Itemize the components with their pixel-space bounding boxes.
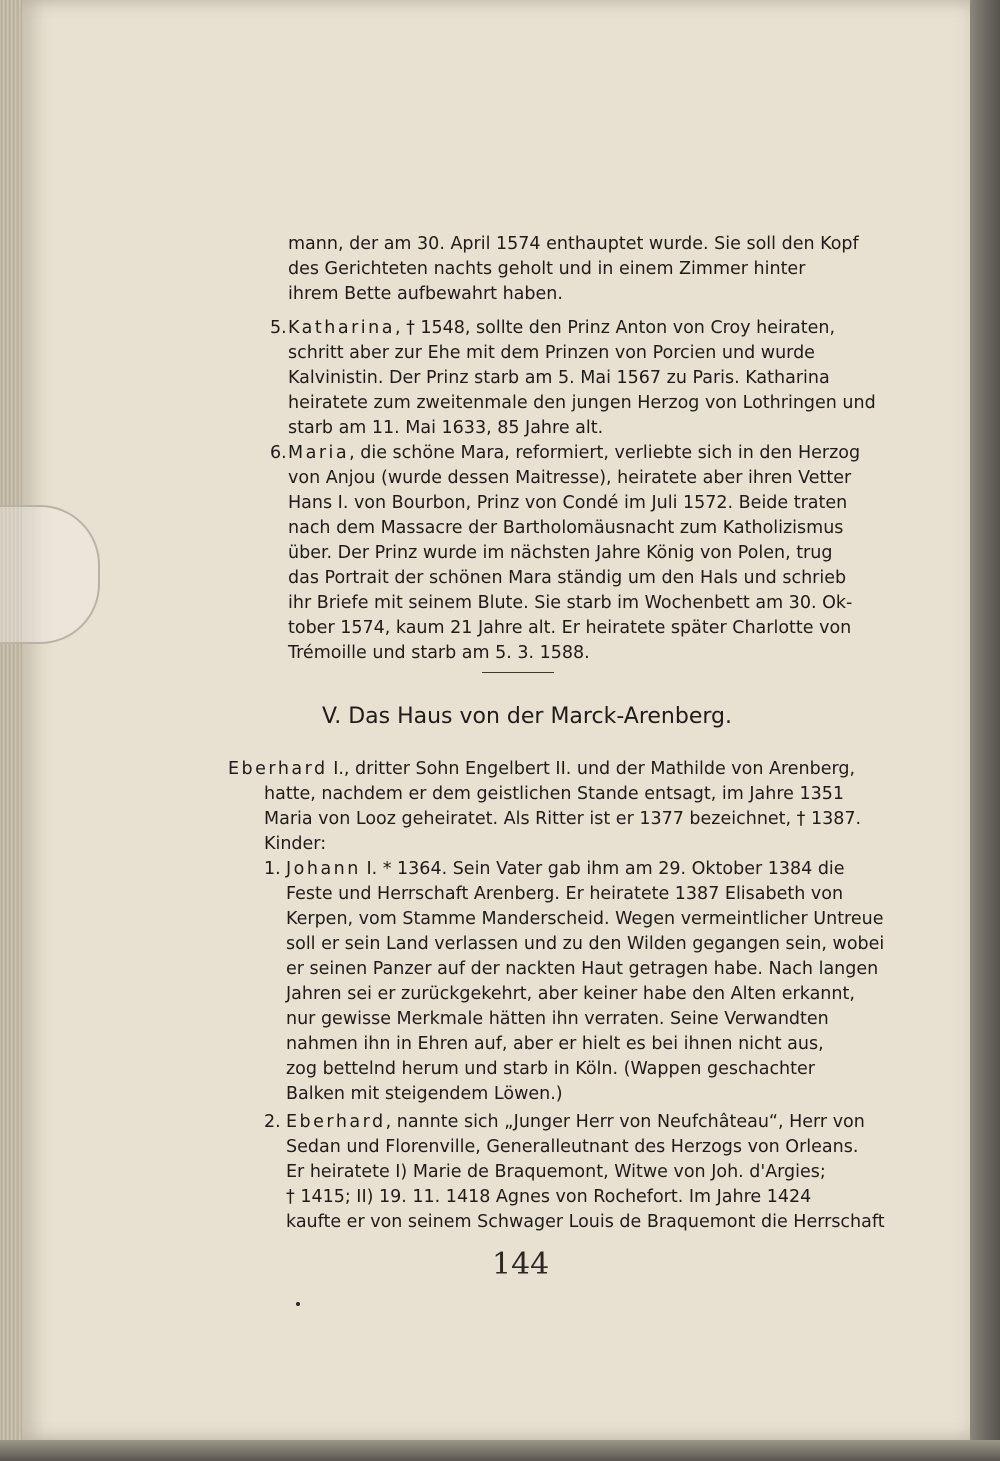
list-item-line: Jahren sei er zurückgekehrt, aber keiner habe den Alten erkannt, — [286, 984, 855, 1004]
list-number: 5. — [270, 318, 287, 338]
list-item-first-line — [286, 857, 845, 882]
list-number: 1. — [264, 859, 281, 879]
paragraph-line: hatte, nachdem er dem geistlichen Stande entsagt, im Jahre 1351 — [264, 784, 845, 804]
list-item-line: Feste und Herrschaft Arenberg. Er heiratete 1387 Elisabeth von — [286, 884, 844, 904]
person-name: Eberhard — [228, 759, 328, 779]
list-item-line: schritt aber zur Ehe mit dem Prinzen von Porcien und wurde — [288, 343, 815, 363]
intro-line: des Gerichteten nachts geholt und in einem Zimmer hinter — [288, 259, 806, 279]
list-item-line: Sedan und Florenville, Generalleutnant des Herzogs von Orleans. — [286, 1137, 859, 1157]
list-number: 6. — [270, 443, 287, 463]
list-item-line: nach dem Massacre der Bartholomäusnacht zum Katholizismus — [288, 518, 844, 538]
list-item-text: , † 1548, sollte den Prinz Anton von Croy heiraten, — [394, 318, 836, 338]
plastic-clip — [0, 505, 100, 644]
book-gutter-shadow — [970, 0, 1000, 1461]
list-item-line: nur gewisse Merkmale hätten ihn verraten. Seine Verwandten — [286, 1009, 829, 1029]
list-item-line: † 1415; II) 19. 11. 1418 Agnes von Rochefort. Im Jahre 1424 — [286, 1187, 812, 1207]
page-number: 144 — [492, 1247, 550, 1282]
list-item-line: Kalvinistin. Der Prinz starb am 5. Mai 1567 zu Paris. Katharina — [288, 368, 830, 388]
paragraph-line: Maria von Looz geheiratet. Als Ritter ist er 1377 bezeichnet, † 1387. — [264, 809, 862, 829]
section-heading: V. Das Haus von der Marck-Arenberg. — [322, 704, 732, 729]
list-item-line: zog bettelnd herum und starb in Köln. (Wappen geschachter — [286, 1059, 815, 1079]
list-item-line: starb am 11. Mai 1633, 85 Jahre alt. — [288, 418, 604, 438]
list-item-line: das Portrait der schönen Mara ständig um den Hals und schrieb — [288, 568, 847, 588]
bottom-shadow — [0, 1440, 1000, 1461]
person-name: Katharina — [288, 318, 395, 338]
list-item-line: Balken mit steigendem Löwen.) — [286, 1084, 563, 1104]
list-item-first-line — [288, 441, 860, 466]
list-number: 2. — [264, 1112, 281, 1132]
list-item-text: , nannte sich „Junger Herr von Neufchâteau“, Herr von — [385, 1112, 865, 1132]
intro-line: ihrem Bette aufbewahrt haben. — [288, 284, 563, 304]
list-item-line: Er heiratete I) Marie de Braquemont, Witwe von Joh. d'Argies; — [286, 1162, 826, 1182]
list-item-first-line — [288, 316, 835, 341]
list-item-line: Trémoille und starb am 5. 3. 1588. — [288, 643, 590, 663]
list-item-line: ihr Briefe mit seinem Blute. Sie starb im Wochenbett am 30. Ok- — [288, 593, 853, 613]
list-item-line: über. Der Prinz wurde im nächsten Jahre König von Polen, trug — [288, 543, 833, 563]
ink-speck — [296, 1302, 300, 1306]
paragraph-line: Kinder: — [264, 834, 327, 854]
section-divider — [482, 672, 554, 673]
list-item-line: er seinen Panzer auf der nackten Haut getragen habe. Nach langen — [286, 959, 879, 979]
list-item-line: soll er sein Land verlassen und zu den Wilden gegangen sein, wobei — [286, 934, 885, 954]
eberhard-first-line — [228, 757, 855, 782]
list-item-line: von Anjou (wurde dessen Maitresse), heiratete aber ihren Vetter — [288, 468, 852, 488]
list-item-line: Hans I. von Bourbon, Prinz von Condé im Juli 1572. Beide traten — [288, 493, 848, 513]
intro-line: mann, der am 30. April 1574 enthauptet wurde. Sie soll den Kopf — [288, 234, 859, 254]
list-item-line: nahmen ihn in Ehren auf, aber er hielt es bei ihnen nicht aus, — [286, 1034, 824, 1054]
paragraph-text: I., dritter Sohn Engelbert II. und der Mathilde von Arenberg, — [327, 759, 856, 779]
list-item-text: I. * 1364. Sein Vater gab ihm am 29. Oktober 1384 die — [360, 859, 845, 879]
list-item-text: , die schöne Mara, reformiert, verliebte sich in den Herzog — [349, 443, 861, 463]
list-item-line: Kerpen, vom Stamme Manderscheid. Wegen vermeintlicher Untreue — [286, 909, 884, 929]
person-name: Maria — [288, 443, 350, 463]
person-name: Eberhard — [286, 1112, 386, 1132]
list-item-line: kaufte er von seinem Schwager Louis de Braquemont die Herrschaft — [286, 1212, 885, 1232]
person-name: Johann — [286, 859, 361, 879]
list-item-first-line — [286, 1110, 865, 1135]
list-item-line: heiratete zum zweitenmale den jungen Herzog von Lothringen und — [288, 393, 876, 413]
list-item-line: tober 1574, kaum 21 Jahre alt. Er heiratete später Charlotte von — [288, 618, 852, 638]
